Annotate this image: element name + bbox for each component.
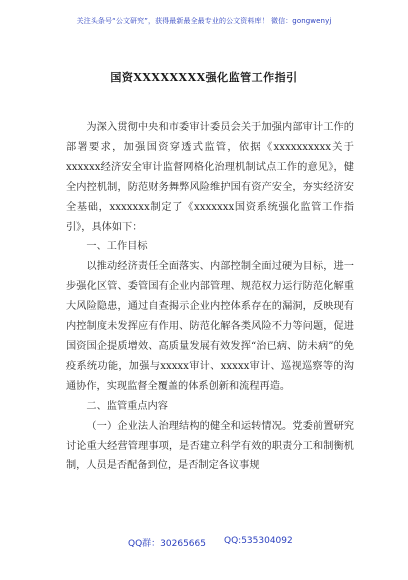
section-heading-goals: 一、工作目标 bbox=[86, 241, 148, 253]
qq-contact-number: QQ:535304092 bbox=[224, 536, 293, 546]
goals-paragraph: 以推动经济责任全面落实、内部控制全面过硬为目标，进一步强化区管、委管国有企业内部管理、规范权力运行防范化解重大风险隐患，通过自查揭示企业内控体系存在的漏洞，反映现有内控制度未发挥应有作用、防范化解各类风险不力等问题，促进国资国企提质增效、高质量发展有效发挥“治已病、防未病”的免疫系统功能，加强与xxxxx审计、xxxxx审计、巡视巡察等的沟通协作，实现监督全覆盖的体系创新和流程再造。 bbox=[66, 261, 354, 392]
qq-group-number: QQ群：30265665 bbox=[128, 539, 206, 549]
intro-paragraph: 为深入贯彻中央和市委审计委员会关于加强内部审计工作的部署要求，加强国资穿透式监管，依据《xxxxxxxxxx关于xxxxxx经济安全审计监督网格化治理机制试点工作的意见》，健全内控机制，防范财务舞弊风险维护国有资产安全，夯实经济安全基础，xxxxxxx制定了《xxxxxxx国资系统强化监管工作指引》，具体如下： bbox=[66, 122, 354, 233]
document-title: 国资XXXXXXXX强化监管工作指引 bbox=[110, 71, 298, 84]
section-heading-key-content: 二、监管重点内容 bbox=[86, 400, 168, 412]
document-body bbox=[66, 118, 354, 476]
key-content-paragraph: （一）企业法人治理结构的健全和运转情况。党委前置研究讨论重大经营管理事项，是否建立科学有效的职责分工和制衡机制，人员是否配备到位，是否制定各议事规 bbox=[66, 420, 354, 472]
promo-banner: 关注头条号“公文研究”，获得最新最全最专业的公文资料库！ 微信：gongwenyj bbox=[76, 17, 332, 25]
